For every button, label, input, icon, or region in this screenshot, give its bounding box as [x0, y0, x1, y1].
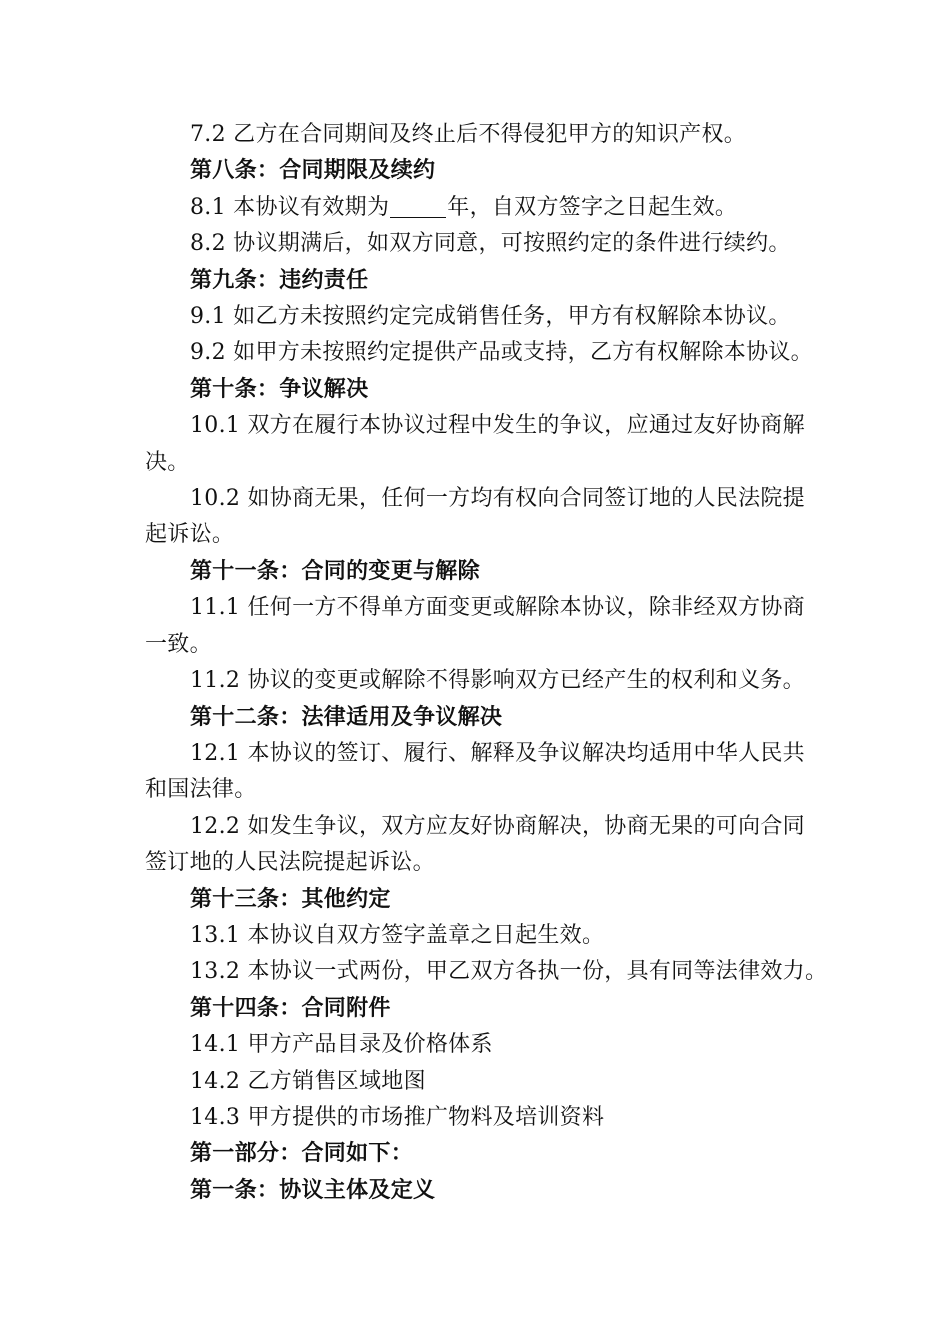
clause-12-2-line-2: 签订地的人民法院提起诉讼。 — [145, 850, 435, 876]
article-1-heading: 第一条：协议主体及定义 — [190, 1177, 436, 1203]
term-years-blank — [390, 195, 446, 218]
clause-9-2: 9.2 如甲方未按照约定提供产品或支持，乙方有权解除本协议。 — [190, 340, 813, 366]
article-12-heading: 第十二条：法律适用及争议解决 — [190, 704, 503, 730]
clause-10-2-line-1: 10.2 如协商无果，任何一方均有权向合同签订地的人民法院提 — [190, 486, 805, 512]
clause-14-3: 14.3 甲方提供的市场推广物料及培训资料 — [190, 1104, 605, 1130]
part-1-heading: 第一部分：合同如下： — [190, 1141, 414, 1167]
clause-12-1-line-1: 12.1 本协议的签订、履行、解释及争议解决均适用中华人民共 — [190, 740, 805, 766]
clause-10-2-line-2: 起诉讼。 — [145, 522, 235, 548]
clause-10-1-line-1: 10.1 双方在履行本协议过程中发生的争议，应通过友好协商解 — [190, 413, 805, 439]
clause-13-2: 13.2 本协议一式两份，甲乙双方各执一份，具有同等法律效力。 — [190, 959, 828, 985]
clause-11-2: 11.2 协议的变更或解除不得影响双方已经产生的权利和义务。 — [190, 668, 805, 694]
clause-12-1-line-2: 和国法律。 — [145, 777, 257, 803]
clause-8-1-text-before: 8.1 本协议有效期为 — [190, 194, 390, 220]
article-9-heading: 第九条：违约责任 — [190, 267, 369, 293]
clause-13-1: 13.1 本协议自双方签字盖章之日起生效。 — [190, 922, 605, 948]
clause-8-1 — [145, 190, 810, 226]
clause-10-1-line-2: 决。 — [145, 449, 190, 475]
clause-8-1-text-after: 年，自双方签字之日起生效。 — [447, 194, 738, 220]
clause-14-2: 14.2 乙方销售区域地图 — [190, 1068, 426, 1094]
clause-7-2: 7.2 乙方在合同期间及终止后不得侵犯甲方的知识产权。 — [190, 122, 747, 147]
document-page — [145, 117, 828, 1209]
article-10-heading: 第十条：争议解决 — [190, 376, 369, 402]
clause-11-1-line-2: 一致。 — [145, 631, 212, 657]
clause-8-2: 8.2 协议期满后，如双方同意，可按照约定的条件进行续约。 — [190, 231, 791, 257]
article-14-heading: 第十四条：合同附件 — [190, 995, 391, 1021]
article-11-heading: 第十一条：合同的变更与解除 — [190, 558, 480, 584]
clause-9-1: 9.1 如乙方未按照约定完成销售任务，甲方有权解除本协议。 — [190, 304, 791, 330]
clause-14-1: 14.1 甲方产品目录及价格体系 — [190, 1032, 493, 1058]
clause-12-2-line-1: 12.2 如发生争议，双方应友好协商解决，协商无果的可向合同 — [190, 813, 805, 839]
article-8-heading: 第八条：合同期限及续约 — [190, 158, 436, 184]
clause-11-1-line-1: 11.1 任何一方不得单方面变更或解除本协议，除非经双方协商 — [190, 595, 805, 621]
article-13-heading: 第十三条：其他约定 — [190, 886, 391, 912]
